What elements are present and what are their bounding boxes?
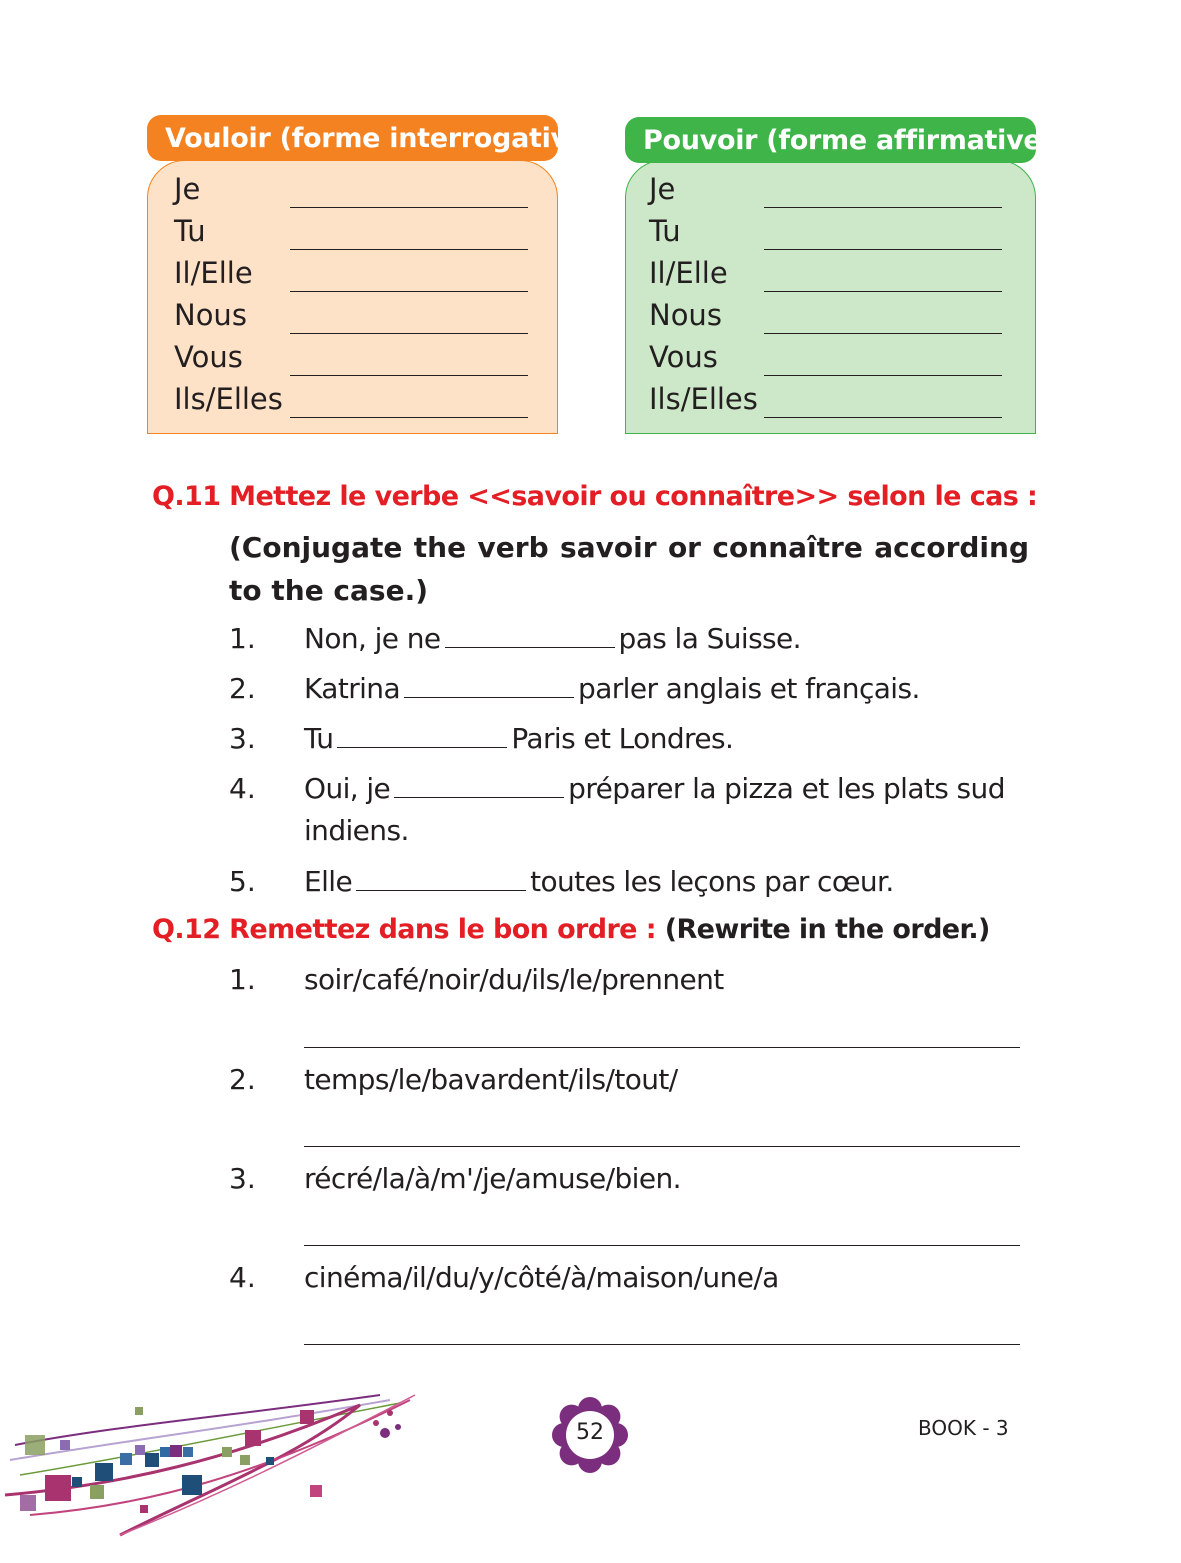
- pouvoir-blank-tu[interactable]: [764, 249, 1002, 250]
- vouloir-blank-je[interactable]: [290, 207, 528, 208]
- vouloir-pronoun-nous: Nous: [174, 298, 247, 332]
- q11-item-1: [304, 622, 801, 655]
- q11-title: Q.11 Mettez le verbe <<savoir ou connaître>> selon le cas :: [152, 481, 1038, 512]
- q11-item-5-before: Elle: [304, 865, 353, 898]
- q12-item-2-number: 2.: [229, 1063, 256, 1096]
- q11-item-4-number: 4.: [229, 772, 256, 805]
- q11-item-1-before: Non, je ne: [304, 622, 441, 655]
- q11-item-4-before: Oui, je: [304, 772, 391, 805]
- pouvoir-pronoun-je: Je: [649, 172, 676, 206]
- pouvoir-blank-ils-elles[interactable]: [764, 417, 1002, 418]
- q12-item-3-text: récré/la/à/m'/je/amuse/bien.: [304, 1162, 681, 1195]
- q12-item-3-answer-line[interactable]: [304, 1245, 1020, 1246]
- pouvoir-pronoun-il-elle: Il/Elle: [649, 256, 728, 290]
- q12-item-1-answer-line[interactable]: [304, 1047, 1020, 1048]
- pouvoir-pronoun-nous: Nous: [649, 298, 722, 332]
- pouvoir-blank-nous[interactable]: [764, 333, 1002, 334]
- q12-title-fr: Q.12 Remettez dans le bon ordre :: [152, 914, 656, 945]
- q12-item-2-text: temps/le/bavardent/ils/tout/: [304, 1063, 678, 1096]
- pouvoir-pronoun-ils-elles: Ils/Elles: [649, 382, 758, 416]
- q11-instruction: (Conjugate the verb savoir or connaître according to the case.): [229, 531, 1029, 607]
- vouloir-blank-vous[interactable]: [290, 375, 528, 376]
- book-label: BOOK - 3: [918, 1416, 1009, 1440]
- pouvoir-blank-il-elle[interactable]: [764, 291, 1002, 292]
- pouvoir-blank-vous[interactable]: [764, 375, 1002, 376]
- pouvoir-blank-je[interactable]: [764, 207, 1002, 208]
- q11-item-1-blank[interactable]: [445, 625, 615, 648]
- q11-item-4-after: préparer la pizza et les plats sud: [568, 772, 1005, 805]
- vouloir-pronoun-il-elle: Il/Elle: [174, 256, 253, 290]
- pouvoir-title: Pouvoir (forme affirmative): [625, 117, 1036, 163]
- q11-item-2-before: Katrina: [304, 672, 401, 705]
- q11-item-2: [304, 672, 920, 705]
- vouloir-pronoun-je: Je: [174, 172, 201, 206]
- vouloir-pronoun-ils-elles: Ils/Elles: [174, 382, 283, 416]
- q11-item-3-blank[interactable]: [337, 725, 507, 748]
- q12-item-4-answer-line[interactable]: [304, 1344, 1020, 1345]
- q11-item-3: [304, 722, 733, 755]
- q12-item-4-text: cinéma/il/du/y/côté/à/maison/une/a: [304, 1261, 779, 1294]
- q11-item-3-before: Tu: [304, 722, 334, 755]
- q11-item-5: [304, 865, 894, 898]
- q12-item-1-text: soir/café/noir/du/ils/le/prennent: [304, 963, 724, 996]
- q11-item-4: [304, 772, 1005, 805]
- q11-item-2-after: parler anglais et français.: [578, 672, 920, 705]
- vouloir-blank-il-elle[interactable]: [290, 291, 528, 292]
- q11-item-4-blank[interactable]: [394, 775, 564, 798]
- q12-item-3-number: 3.: [229, 1162, 256, 1195]
- q12-title-en: (Rewrite in the order.): [664, 914, 990, 945]
- q11-item-1-number: 1.: [229, 622, 256, 655]
- q11-item-4-continuation: indiens.: [304, 814, 409, 847]
- pouvoir-pronoun-tu: Tu: [649, 214, 681, 248]
- q11-item-5-after: toutes les leçons par cœur.: [530, 865, 894, 898]
- vouloir-title: Vouloir (forme interrogative): [147, 115, 558, 161]
- q12-title: [152, 914, 990, 945]
- q11-item-5-number: 5.: [229, 865, 256, 898]
- q11-item-5-blank[interactable]: [356, 868, 526, 891]
- vouloir-blank-tu[interactable]: [290, 249, 528, 250]
- page-number: 52: [576, 1420, 604, 1445]
- q11-item-2-blank[interactable]: [404, 675, 574, 698]
- q11-item-3-after: Paris et Londres.: [511, 722, 734, 755]
- q11-item-2-number: 2.: [229, 672, 256, 705]
- pouvoir-pronoun-vous: Vous: [649, 340, 718, 374]
- q11-item-3-number: 3.: [229, 722, 256, 755]
- decorative-swoosh: [0, 1385, 430, 1550]
- q12-item-1-number: 1.: [229, 963, 256, 996]
- q11-item-1-after: pas la Suisse.: [618, 622, 801, 655]
- vouloir-pronoun-tu: Tu: [174, 214, 206, 248]
- q12-item-2-answer-line[interactable]: [304, 1146, 1020, 1147]
- vouloir-blank-nous[interactable]: [290, 333, 528, 334]
- vouloir-pronoun-vous: Vous: [174, 340, 243, 374]
- q12-item-4-number: 4.: [229, 1261, 256, 1294]
- vouloir-blank-ils-elles[interactable]: [290, 417, 528, 418]
